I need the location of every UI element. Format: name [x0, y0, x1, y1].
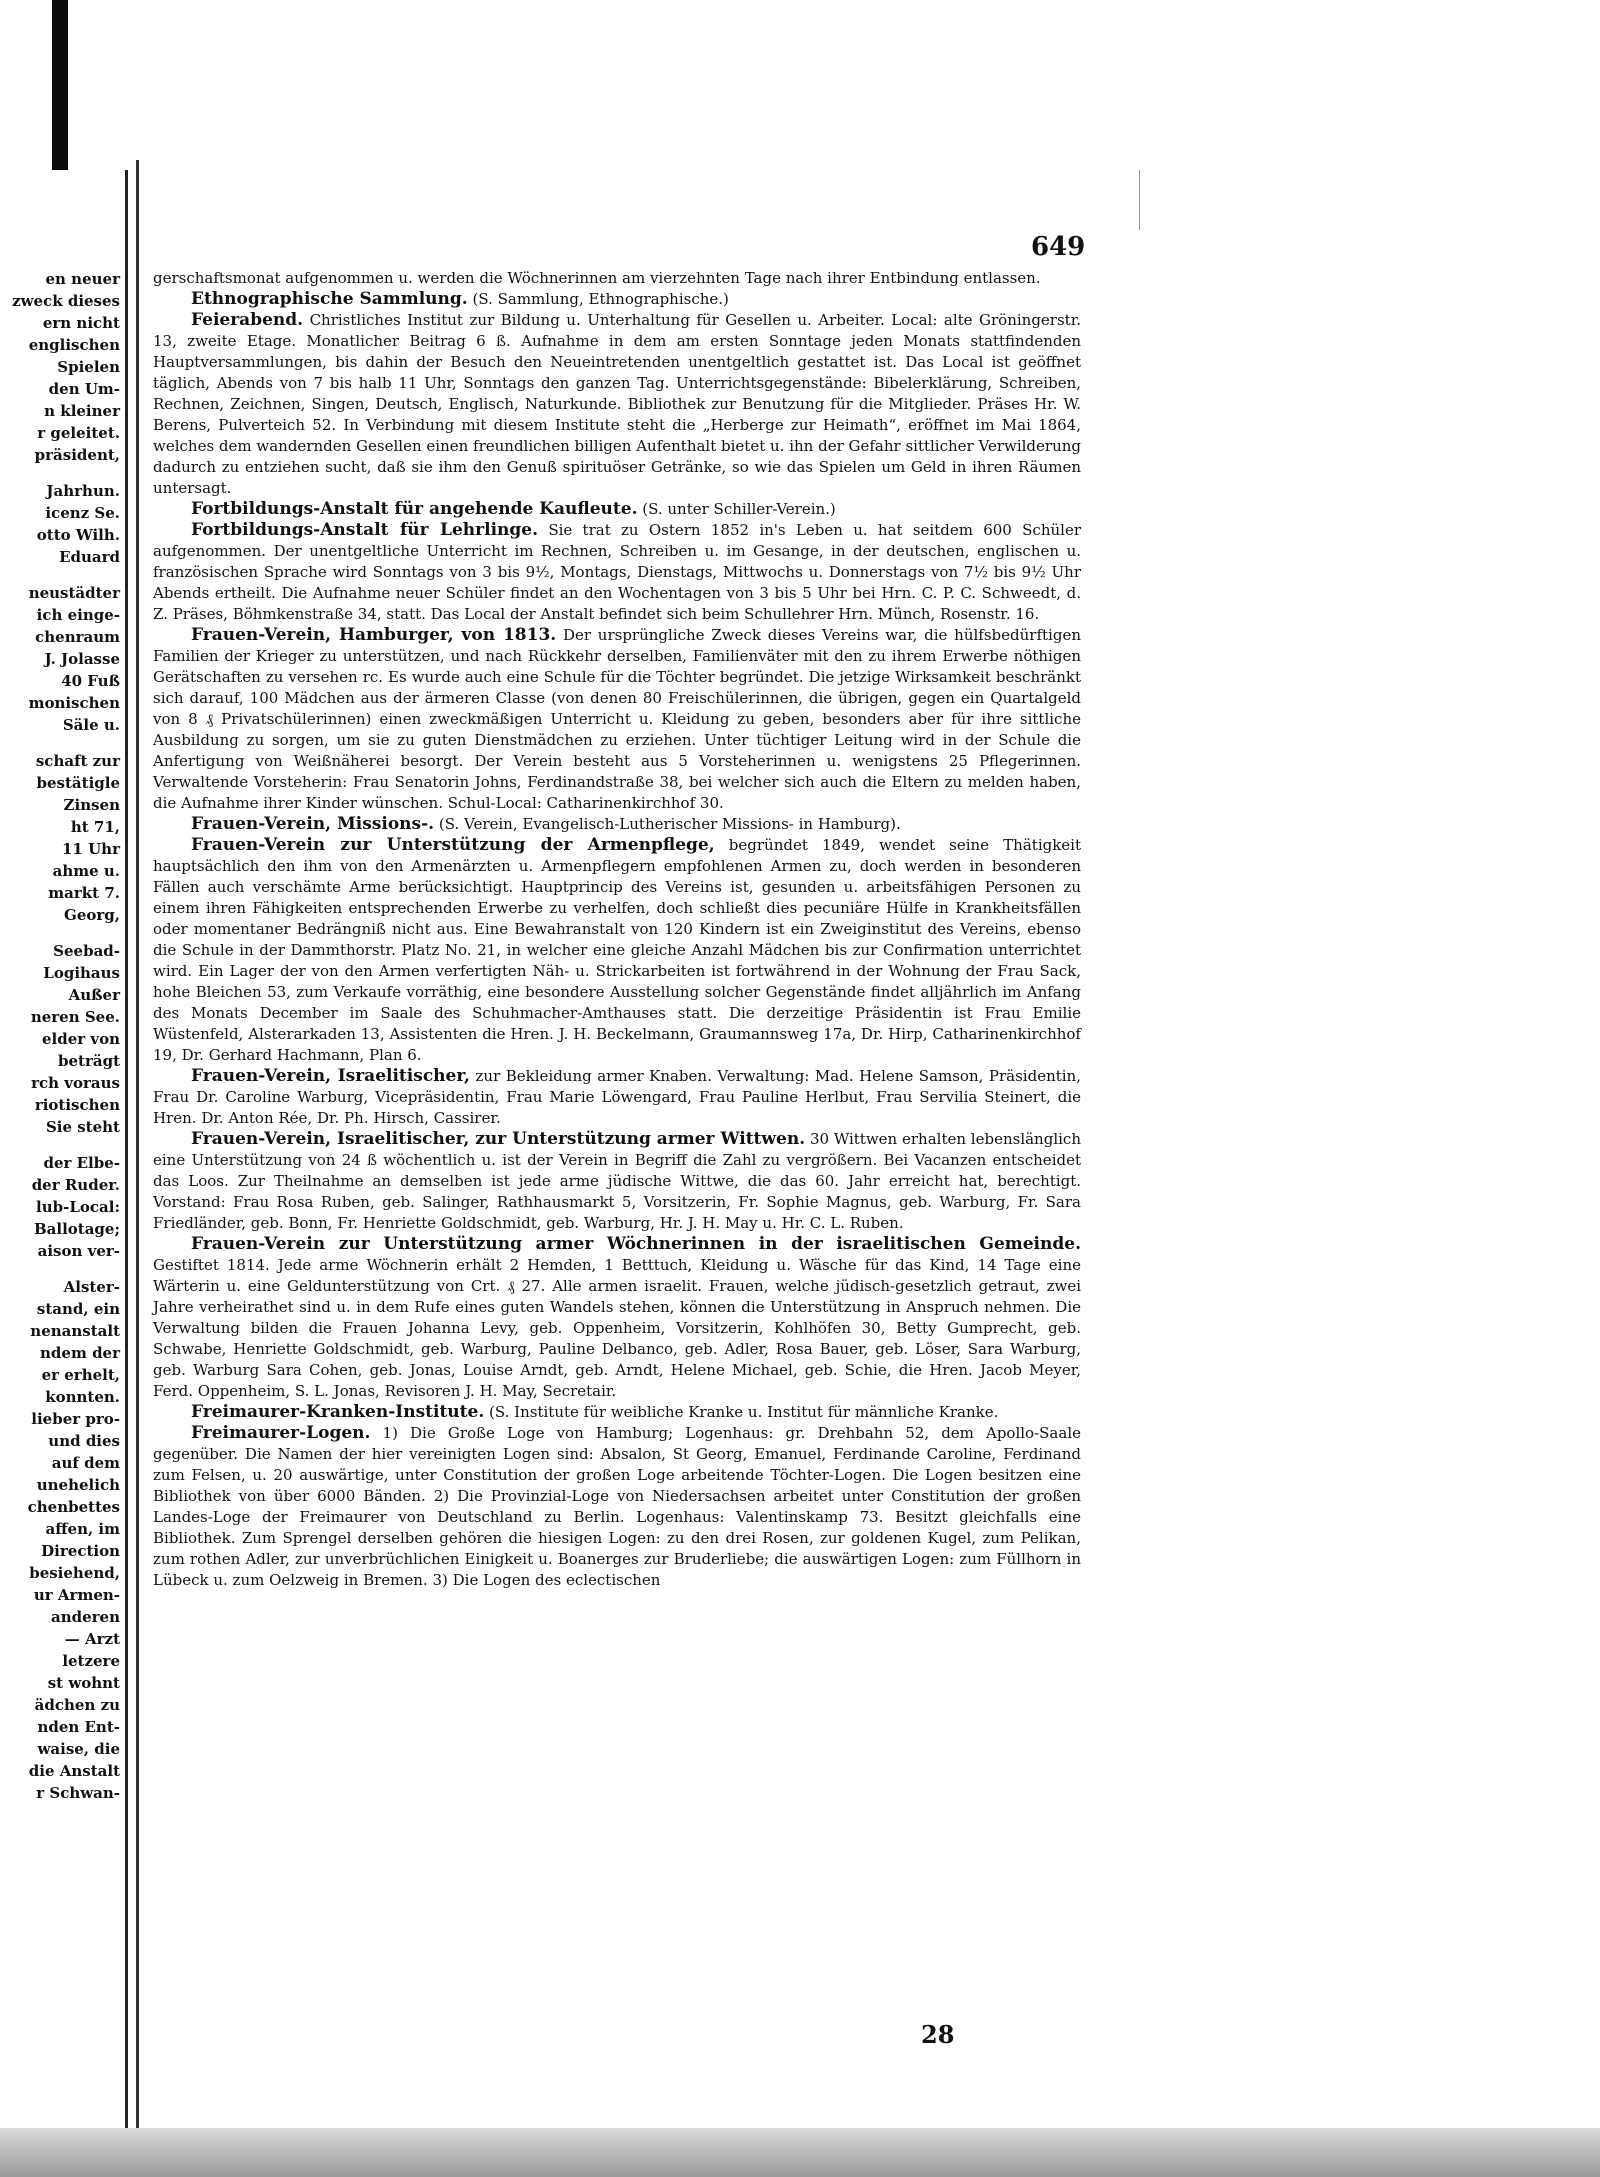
- line-fragment: die Anstalt: [28, 1762, 120, 1780]
- line-fragment: ht 71,: [70, 818, 120, 836]
- line-gap: [0, 568, 120, 582]
- entry-heading: Ethnographische Sammlung.: [191, 289, 468, 309]
- line-fragment: lieber pro-: [31, 1410, 120, 1428]
- document-page: [136, 160, 1139, 2145]
- line-gap: [0, 1138, 120, 1152]
- line-fragment: Logihaus: [43, 964, 120, 982]
- line-fragment: nden Ent-: [37, 1718, 120, 1736]
- line-fragment: Ballotage;: [33, 1220, 120, 1238]
- line-fragment: bestätigle: [36, 774, 120, 792]
- line-fragment: r Schwan-: [36, 1784, 120, 1802]
- entry-body: (S. Sammlung, Ethnographische.): [472, 290, 729, 308]
- line-fragment: englischen: [28, 336, 120, 354]
- entry-1: [153, 289, 1081, 310]
- line-fragment: Seebad-: [53, 942, 120, 960]
- line-fragment: elder von: [41, 1030, 120, 1048]
- dictionary-entries: [153, 268, 1081, 1591]
- line-gap: [0, 736, 120, 750]
- entry-8: [153, 1066, 1081, 1129]
- line-fragment: präsident,: [34, 446, 120, 464]
- line-fragment: 11 Uhr: [62, 840, 120, 858]
- line-fragment: n kleiner: [44, 402, 120, 420]
- entry-heading: Frauen-Verein, Israelitischer,: [191, 1066, 470, 1086]
- entry-heading: Feierabend.: [191, 310, 304, 330]
- line-fragment: anderen: [50, 1608, 120, 1626]
- entry-heading: Frauen-Verein, Israelitischer, zur Unterstützung armer Wittwen.: [191, 1129, 806, 1149]
- entry-2: [153, 310, 1081, 499]
- entry-body: Christliches Institut zur Bildung u. Unterhaltung für Gesellen u. Arbeiter. Local: alte Gröningerstr. 13, zweite Etage. Monatlicher Beitrag 6 ß. Aufnahme in dem am ersten Sonntage jeden Monats stattfindenden Hauptversammlungen, bis dahin der Besuch den Neueintretenden unentgeltlich gestattet ist. Das Local ist geöffnet täglich, Abends von 7 bis halb 11 Uhr, Sonntags den ganzen Tag. Unterrichtsgegenstände: Bibelerklärung, Schreiben, Rechnen, Zeichnen, Singen, Deutsch, Englisch, Naturkunde. Bibliothek zur Benutzung für die Mitglieder. Präses Hr. W. Berens, Pulverteich 52. In Verbindung mit diesem Institute steht die „Herberge zur Heimath“, eröffnet im Mai 1864, welches dem wandernden Gesellen einen freundlichen billigen Aufenthalt bietet u. ihn der Gefahr sittlicher Verwilderung dadurch zu entziehen sucht, daß sie ihm den Genuß spirituöser Getränke, so wie das Spielen um Geld in ihren Räumen untersagt.: [153, 311, 1081, 497]
- previous-page-line-fragments: [0, 170, 128, 1804]
- entry-body: 30 Wittwen erhalten lebenslänglich eine Unterstützung von 24 ß wöchentlich u. ist der Verein in Begriff die Zahl zu vergrößern. Bei Vacanzen entscheidet das Loos. Zur Theilnahme an demselben ist jede arme jüdische Wittwe, die das 60. Jahr erreicht hat, berechtigt. Vorstand: Frau Rosa Ruben, geb. Salinger, Rathhausmarkt 5, Vorsitzerin, Fr. Sophie Magnus, geb. Warburg, Fr. Sara Friedländer, geb. Bonn, Fr. Henriette Goldschmidt, geb. Warburg, Hr. J. H. May u. Hr. C. L. Ruben.: [153, 1130, 1081, 1232]
- entry-heading: Frauen-Verein zur Unterstützung der Armenpflege,: [191, 835, 715, 855]
- line-fragment: den Um-: [48, 380, 120, 398]
- entry-heading: Frauen-Verein zur Unterstützung armer Wöchnerinnen in der israelitischen Gemeinde.: [191, 1234, 1081, 1254]
- entry-6: [153, 814, 1081, 835]
- entry-body: zur Bekleidung armer Knaben. Verwaltung: Mad. Helene Samson, Präsidentin, Frau Dr. Caroline Warburg, Vicepräsidentin, Frau Marie Löwengard, Frau Pauline Herlbut, Frau Servilia Steinert, die Hren. Dr. Anton Rée, Dr. Ph. Hirsch, Cassirer.: [153, 1067, 1081, 1127]
- entry-heading: Frauen-Verein, Missions-.: [191, 814, 435, 834]
- entry-body: gerschaftsmonat aufgenommen u. werden die Wöchnerinnen am vierzehnten Tage nach ihrer Entbindung entlassen.: [153, 269, 1041, 287]
- entry-5: [153, 625, 1081, 814]
- line-fragment: — Arzt: [64, 1630, 120, 1648]
- entry-body: (S. unter Schiller-Verein.): [642, 500, 836, 518]
- line-fragment: rch voraus: [31, 1074, 120, 1092]
- line-fragment: konnten.: [45, 1388, 120, 1406]
- entry-body: (S. Verein, Evangelisch-Lutherischer Missions- in Hamburg).: [438, 815, 901, 833]
- line-fragment: beträgt: [58, 1052, 120, 1070]
- line-fragment: Georg,: [64, 906, 120, 924]
- line-fragment: affen, im: [45, 1520, 120, 1538]
- line-fragment: Außer: [68, 986, 120, 1004]
- line-fragment: und dies: [48, 1432, 120, 1450]
- line-fragment: ahme u.: [52, 862, 120, 880]
- line-fragment: icenz Se.: [45, 504, 120, 522]
- line-fragment: Alster-: [63, 1278, 120, 1296]
- line-fragment: en neuer: [45, 270, 120, 288]
- line-gap: [0, 1262, 120, 1276]
- line-fragment: Jahrhun.: [46, 482, 120, 500]
- entry-heading: Fortbildungs-Anstalt für angehende Kaufleute.: [191, 499, 638, 519]
- line-fragment: schaft zur: [35, 752, 120, 770]
- entry-7: [153, 835, 1081, 1066]
- line-fragment: unehelich: [36, 1476, 120, 1494]
- line-fragment: er erhelt,: [41, 1366, 120, 1384]
- line-fragment: otto Wilh.: [36, 526, 120, 544]
- entry-body: Der ursprüngliche Zweck dieses Vereins war, die hülfsbedürftigen Familien der Krieger zu unterstützen, und nach Rückkehr derselben, Familienväter mit den zu ihrem Erwerbe nöthigen Gerätschaften zu versehen rc. Es wurde auch eine Schule für die Töchter begründet. Die jetzige Wirksamkeit beschränkt sich darauf, 100 Mädchen aus der ärmeren Classe (von denen 80 Freischülerinnen, die übrigen, gegen ein Quartalgeld von 8 ₰ Privatschülerinnen) einen zweckmäßigen Unterricht u. Kleidung zu geben, besonders aber für ihre sittliche Ausbildung zu sorgen, um sie zu guten Dienstmädchen zu erziehen. Unter tüchtiger Leitung wird in der Schule die Anfertigung von Weißnäherei besorgt. Der Verein besteht aus 5 Vorsteherinnen u. wenigstens 25 Pflegerinnen. Verwaltende Vorsteherin: Frau Senatorin Johns, Ferdinandstraße 38, bei welcher sich auch die Eltern zu melden haben, die Aufnahme ihrer Kinder wünschen. Schul-Local: Catharinenkirchhof 30.: [153, 626, 1081, 812]
- line-fragment: waise, die: [37, 1740, 120, 1758]
- line-fragment: ern nicht: [42, 314, 120, 332]
- line-fragment: Eduard: [59, 548, 120, 566]
- line-fragment: riotischen: [34, 1096, 120, 1114]
- line-fragment: Säle u.: [62, 716, 120, 734]
- line-fragment: ur Armen-: [33, 1586, 120, 1604]
- entry-3: [153, 499, 1081, 520]
- line-fragment: besiehend,: [29, 1564, 120, 1582]
- line-fragment: neustädter: [28, 584, 120, 602]
- line-fragment: r geleitet.: [37, 424, 120, 442]
- entry-heading: Fortbildungs-Anstalt für Lehrlinge.: [191, 520, 539, 540]
- scan-bottom-edge: [0, 2128, 1600, 2177]
- entry-heading: Freimaurer-Logen.: [191, 1423, 371, 1443]
- entry-4: [153, 520, 1081, 625]
- entry-9: [153, 1129, 1081, 1234]
- line-fragment: Sie steht: [45, 1118, 120, 1136]
- line-fragment: markt 7.: [48, 884, 120, 902]
- entry-body: Gestiftet 1814. Jede arme Wöchnerin erhält 2 Hemden, 1 Betttuch, Kleidung u. Wäsche für das Kind, 14 Tage eine Wärterin u. eine Geldunterstützung von Crt. ₰ 27. Alle armen israelit. Frauen, welche jüdisch-gesetzlich getraut, zwei Jahre verheirathet sind u. in dem Rufe eines guten Wandels stehen, können die Unterstützung in Anspruch nehmen. Die Verwaltung bilden die Frauen Johanna Levy, geb. Oppenheim, Vorsitzerin, Kohlhöfen 30, Betty Gumprecht, geb. Schwabe, Henriette Goldschmidt, geb. Warburg, Pauline Delbanco, geb. Adler, Rosa Bauer, geb. Löser, Sara Warburg, geb. Warburg Sara Cohen, geb. Jonas, Louise Arndt, geb. Arndt, Helene Michael, geb. Schie, die Hren. Jacob Meyer, Ferd. Oppenheim, S. L. Jonas, Revisoren J. H. May, Secretair.: [153, 1256, 1081, 1400]
- entry-body: 1) Die Große Loge von Hamburg; Logenhaus: gr. Drehbahn 52, dem Apollo-Saale gegenüber. Die Namen der hier vereinigten Logen sind: Absalon, St Georg, Emanuel, Ferdinande Caroline, Ferdinand zum Felsen, u. 20 auswärtige, unter Constitution der großen Loge arbeitende Töchter-Logen. Die Logen besitzen eine Bibliothek von über 6000 Bänden. 2) Die Provinzial-Loge von Niedersachsen arbeitet unter Constitution der großen Landes-Loge der Freimaurer von Deutschland zu Berlin. Logenhaus: Valentinskamp 73. Besitzt gleichfalls eine Bibliothek. Zum Sprengel derselben gehören die hiesigen Logen: zu den drei Rosen, zur goldenen Kugel, zum Pelikan, zum rothen Adler, zur unverbrüchlichen Einigkeit u. Boanerges zur Bruderliebe; die auswärtigen Logen: zum Füllhorn in Lübeck u. zum Oelzweig in Bremen. 3) Die Logen des eclectischen: [153, 1424, 1081, 1589]
- entry-10: [153, 1234, 1081, 1402]
- entry-12: [153, 1423, 1081, 1591]
- line-fragment: aison ver-: [37, 1242, 120, 1260]
- line-fragment: stand, ein: [36, 1300, 120, 1318]
- line-fragment: ndem der: [40, 1344, 120, 1362]
- line-fragment: lub-Local:: [36, 1198, 120, 1216]
- line-fragment: chenraum: [35, 628, 120, 646]
- previous-page-edge: [0, 170, 128, 2135]
- entry-body: begründet 1849, wendet seine Thätigkeit hauptsächlich den ihm von den Armenärzten u. Armenpflegern empfohlenen Armen zu, doch werden in besonderen Fällen auch verschämte Arme berücksichtigt. Hauptprincip des Vereins ist, gesunden u. arbeitsfähigen Personen zu einem ihren Fähigkeiten entsprechenden Erwerbe zu verhelfen, doch schließt dies pecuniäre Hülfe in Krankheitsfällen oder momentaner Bedrängniß nicht aus. Eine Bewahranstalt von 120 Kindern ist ein Zweiginstitut des Vereins, ebenso die Schule in der Dammthorstr. Platz No. 21, in welcher eine gleiche Anzahl Mädchen bis zur Confirmation unterrichtet wird. Ein Lager der von den Armen verfertigten Näh- u. Strickarbeiten ist fortwährend in der Wohnung der Frau Sack, hohe Bleichen 53, zum Verkaufe vorräthig, eine besondere Ausstellung solcher Gegenstände findet alljährlich im Anfang des Monats December im Saale des Schuhmacher-Amthauses statt. Die derzeitige Präsidentin ist Frau Emilie Wüstenfeld, Alsterarkaden 13, Assistenten die Hren. J. H. Beckelmann, Graumannsweg 17a, Dr. Hirp, Catharinenkirchhof 19, Dr. Gerhard Hachmann, Plan 6.: [153, 836, 1082, 1064]
- line-fragment: der Ruder.: [31, 1176, 120, 1194]
- line-fragment: zweck dieses: [12, 292, 120, 310]
- line-fragment: Spielen: [57, 358, 120, 376]
- entry-heading: Frauen-Verein, Hamburger, von 1813.: [191, 625, 557, 645]
- line-fragment: Direction: [41, 1542, 120, 1560]
- line-fragment: 40 Fuß: [61, 672, 120, 690]
- line-fragment: der Elbe-: [43, 1154, 120, 1172]
- line-fragment: st wohnt: [47, 1674, 120, 1692]
- line-fragment: ich einge-: [36, 606, 120, 624]
- signature-mark: 28: [921, 2020, 955, 2049]
- line-fragment: auf dem: [51, 1454, 120, 1472]
- page-number: 649: [1031, 232, 1086, 262]
- line-fragment: letzere: [62, 1652, 120, 1670]
- entry-0: [153, 268, 1081, 289]
- entry-body: (S. Institute für weibliche Kranke u. Institut für männliche Kranke.: [489, 1403, 999, 1421]
- line-fragment: J. Jolasse: [44, 650, 120, 668]
- line-fragment: monischen: [28, 694, 120, 712]
- entry-body: Sie trat zu Ostern 1852 in's Leben u. hat seitdem 600 Schüler aufgenommen. Der unentgeltliche Unterricht im Rechnen, Schreiben u. im Gesange, in der deutschen, englischen u. französischen Sprache wird Sonntags von 3 bis 9½, Montags, Dienstags, Mittwochs u. Donnerstags von 7½ bis 9½ Uhr Abends ertheilt. Die Aufnahme neuer Schüler findet an den Wochentagen von 3 bis 5 Uhr bei Hrn. C. P. C. Schweedt, d. Z. Präses, Böhmkenstraße 34, statt. Das Local der Anstalt befindet sich beim Schullehrer Hrn. Münch, Rosenstr. 16.: [153, 521, 1081, 623]
- entry-11: [153, 1402, 1081, 1423]
- line-fragment: nenanstalt: [30, 1322, 120, 1340]
- line-fragment: chenbettes: [27, 1498, 120, 1516]
- line-gap: [0, 926, 120, 940]
- line-fragment: Zinsen: [63, 796, 120, 814]
- line-gap: [0, 466, 120, 480]
- entry-heading: Freimaurer-Kranken-Institute.: [191, 1402, 485, 1422]
- line-fragment: ädchen zu: [34, 1696, 120, 1714]
- line-fragment: neren See.: [30, 1008, 120, 1026]
